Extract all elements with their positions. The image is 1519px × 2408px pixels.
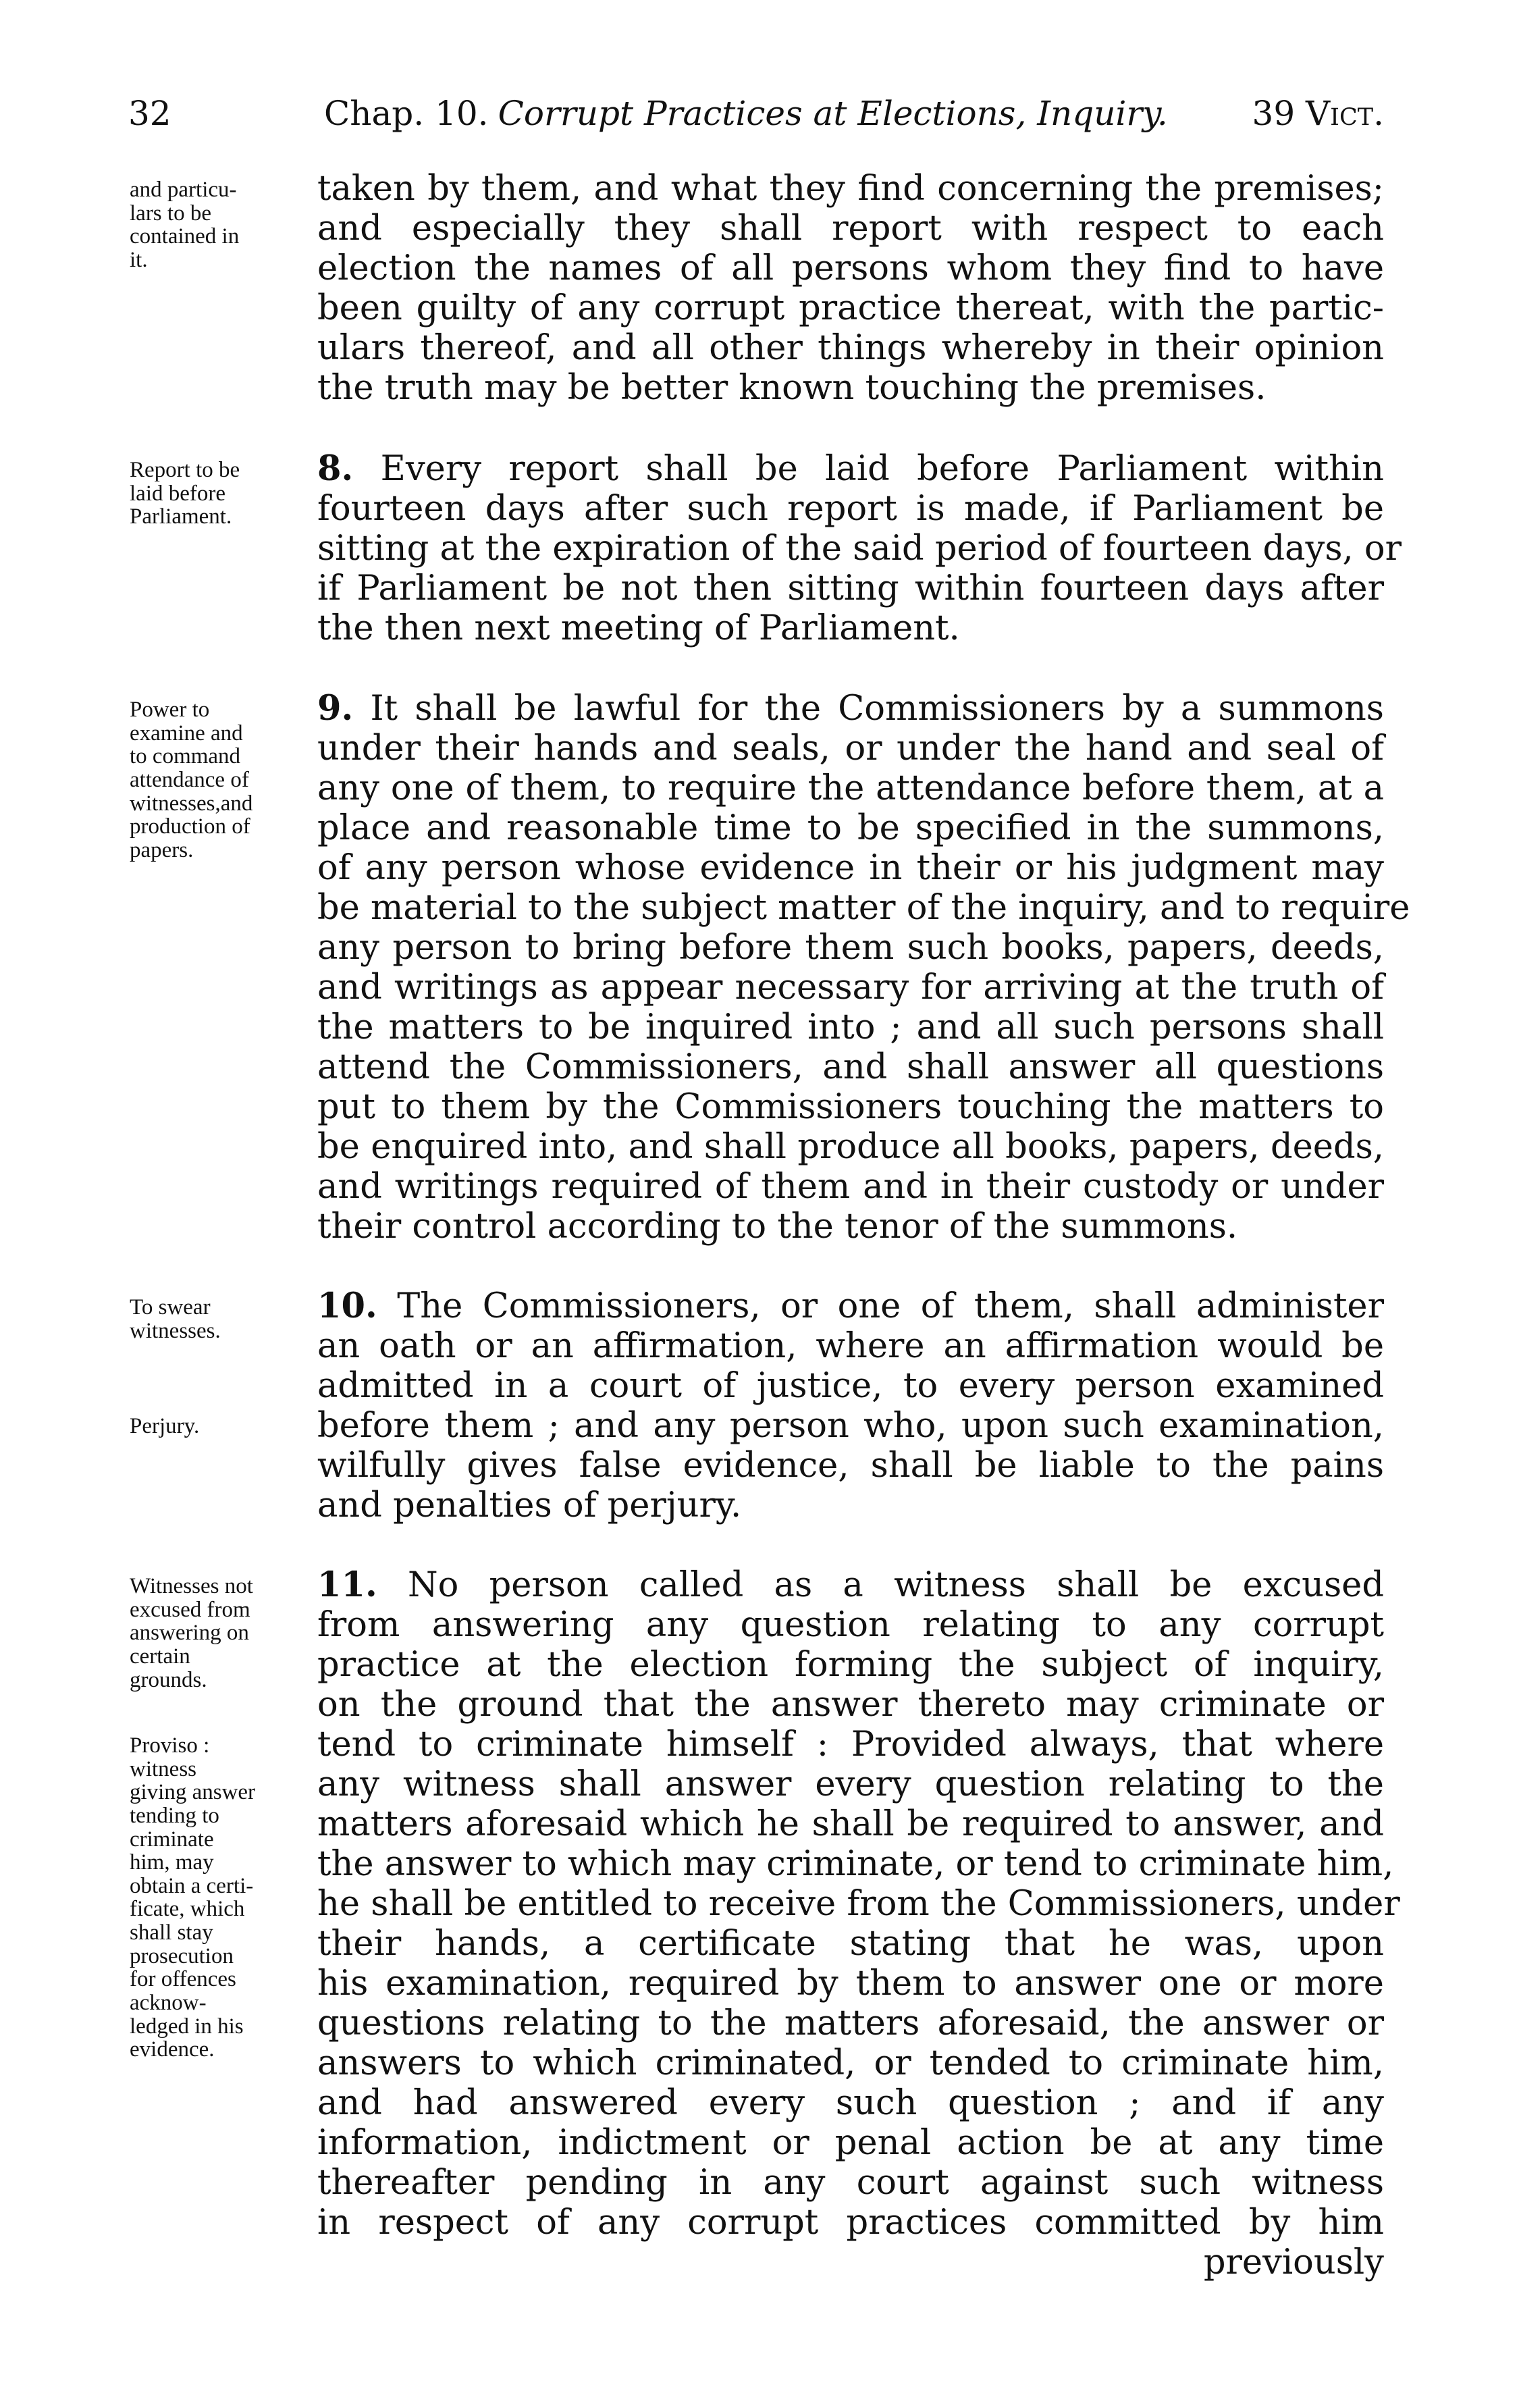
text-line: attend the Commissioners, and shall answer all questions bbox=[317, 1047, 1384, 1087]
catchword: previously bbox=[1203, 2243, 1384, 2282]
text-line: their hands, a certificate stating that he was, upon bbox=[317, 1924, 1384, 1964]
text-line: be material to the subject matter of the inquiry, and to require bbox=[317, 888, 1410, 928]
text-line: questions relating to the matters aforesaid, the answer or bbox=[317, 2004, 1384, 2043]
margin-note: Power to examine and to command attendance of witnesses,and production of papers. bbox=[130, 698, 253, 862]
chapter-heading bbox=[324, 86, 1168, 140]
text-line: admitted in a court of justice, to every person examined bbox=[317, 1366, 1384, 1406]
text-line: election the names of all persons whom they find to have bbox=[317, 248, 1384, 288]
section-number: 10. bbox=[317, 1286, 377, 1326]
text-line: 9. It shall be lawful for the Commissioners by a summons bbox=[317, 688, 1384, 729]
text-line: answers to which criminated, or tended to criminate him, bbox=[317, 2043, 1384, 2083]
text-line: from answering any question relating to any corrupt bbox=[317, 1605, 1384, 1645]
text-line: if Parliament be not then sitting within fourteen days after bbox=[317, 569, 1384, 608]
section-number: 9. bbox=[317, 688, 354, 729]
act-title: Corrupt Practices at Elections, Inquiry. bbox=[498, 94, 1168, 133]
text-line: and penalties of perjury. bbox=[317, 1486, 742, 1525]
text-line: on the ground that the answer thereto may criminate or bbox=[317, 1685, 1384, 1725]
page-number: 32 bbox=[128, 94, 171, 133]
section-number: 8. bbox=[317, 448, 354, 489]
text-line: before them ; and any person who, upon such examination, bbox=[317, 1406, 1384, 1446]
margin-note: To swear witnesses. bbox=[130, 1295, 221, 1343]
regnal-year: 39 Vict. bbox=[1252, 94, 1384, 133]
text-line: thereafter pending in any court against such witness bbox=[317, 2163, 1384, 2203]
text-line: any person to bring before them such books, papers, deeds, bbox=[317, 928, 1384, 968]
text-line: be enquired into, and shall produce all books, papers, deeds, bbox=[317, 1127, 1384, 1167]
section-number: 11. bbox=[317, 1565, 377, 1605]
section-body bbox=[317, 448, 1402, 648]
text-line: the then next meeting of Parliament. bbox=[317, 608, 960, 648]
text-line: 8. Every report shall be laid before Parliament within bbox=[317, 448, 1384, 489]
text-line: in respect of any corrupt practices committed by him bbox=[317, 2203, 1384, 2243]
text-line: tend to criminate himself : Provided always, that where bbox=[317, 1725, 1384, 1764]
text-line: sitting at the expiration of the said period of fourteen days, or bbox=[317, 529, 1402, 569]
chapter-label: Chap. 10. bbox=[324, 94, 489, 133]
text-line: place and reasonable time to be specified in the summons, bbox=[317, 808, 1384, 848]
text-line: their control according to the tenor of the summons. bbox=[317, 1207, 1238, 1247]
section-body bbox=[317, 1565, 1400, 2282]
text-line: his examination, required by them to answer one or more bbox=[317, 1964, 1384, 2004]
text-line: under their hands and seals, or under the hand and seal of bbox=[317, 729, 1384, 768]
margin-note: and particu- lars to be contained in it. bbox=[130, 178, 240, 272]
text-line: wilfully gives false evidence, shall be liable to the pains bbox=[317, 1446, 1384, 1486]
margin-note: Report to be laid before Parliament. bbox=[130, 458, 240, 529]
text-line: practice at the election forming the subject of inquiry, bbox=[317, 1645, 1384, 1685]
margin-note: Perjury. bbox=[130, 1414, 200, 1438]
text-line: and had answered every such question ; and if any bbox=[317, 2083, 1384, 2123]
text-line: he shall be entitled to receive from the Commissioners, under bbox=[317, 1884, 1400, 1924]
text-line: any one of them, to require the attendance before them, at a bbox=[317, 768, 1384, 808]
text-line: any witness shall answer every question relating to the bbox=[317, 1764, 1384, 1804]
text-line: matters aforesaid which he shall be required to answer, and bbox=[317, 1804, 1384, 1844]
text-line: and writings required of them and in their custody or under bbox=[317, 1167, 1384, 1207]
text-line: 10. The Commissioners, or one of them, shall administer bbox=[317, 1286, 1384, 1326]
text-line: the matters to be inquired into ; and all such persons shall bbox=[317, 1007, 1384, 1047]
text-line: put to them by the Commissioners touching the matters to bbox=[317, 1087, 1384, 1127]
margin-note: Proviso : witness giving answer tending to criminate him, may obtain a certi- ficate, which shall stay prosecution for offences acknow- ledged in his evidence. bbox=[130, 1733, 256, 2062]
text-line: 11. No person called as a witness shall be excused bbox=[317, 1565, 1384, 1605]
text-line: and especially they shall report with respect to each bbox=[317, 209, 1384, 248]
text-line: fourteen days after such report is made, if Parliament be bbox=[317, 489, 1384, 529]
section-body bbox=[317, 1286, 1384, 1525]
running-header bbox=[128, 86, 1384, 140]
text-line: the answer to which may criminate, or tend to criminate him, bbox=[317, 1844, 1394, 1884]
text-line: an oath or an affirmation, where an affirmation would be bbox=[317, 1326, 1384, 1366]
text-line: of any person whose evidence in their or his judgment may bbox=[317, 848, 1384, 888]
text-line: been guilty of any corrupt practice thereat, with the partic- bbox=[317, 288, 1384, 328]
section-body bbox=[317, 169, 1384, 408]
text-line: ulars thereof, and all other things whereby in their opinion bbox=[317, 328, 1384, 368]
text-line: the truth may be better known touching the premises. bbox=[317, 368, 1267, 408]
margin-note: Witnesses not excused from answering on certain grounds. bbox=[130, 1574, 253, 1692]
text-line: information, indictment or penal action be at any time bbox=[317, 2123, 1384, 2163]
section-body bbox=[317, 688, 1410, 1247]
text-line: and writings as appear necessary for arriving at the truth of bbox=[317, 968, 1384, 1007]
text-line: taken by them, and what they find concerning the premises; bbox=[317, 169, 1384, 209]
